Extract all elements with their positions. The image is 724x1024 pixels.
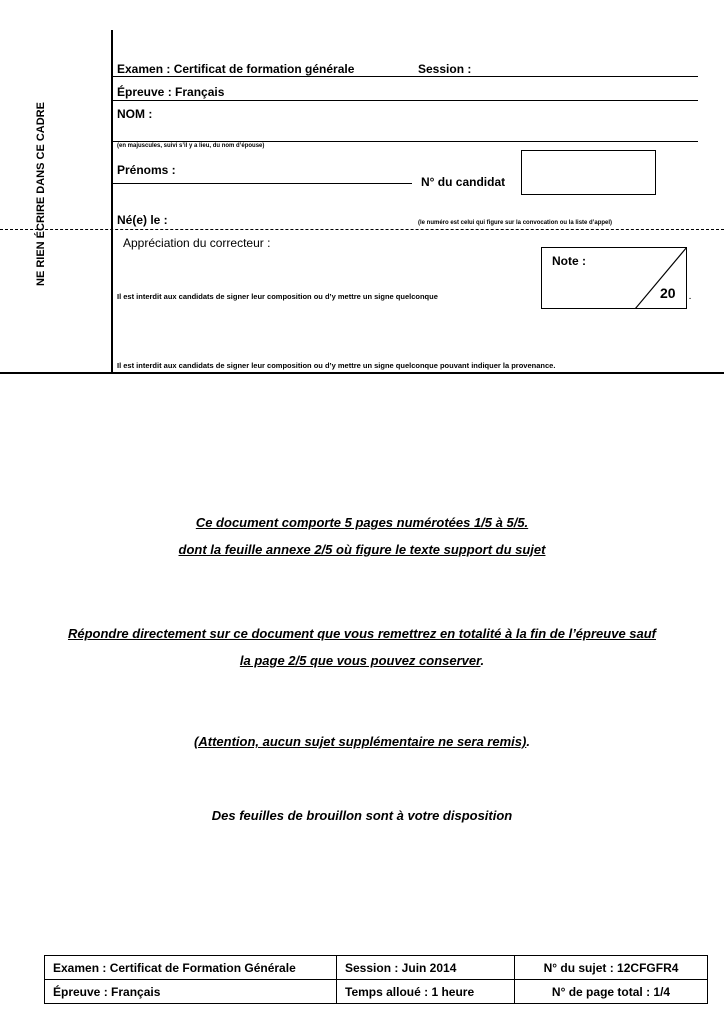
warning-text-1-tail: . bbox=[689, 292, 692, 301]
warning-text-1: Il est interdit aux candidats de signer leur composition ou d’y mettre un signe quelconque bbox=[117, 292, 438, 301]
session-label: Session : bbox=[418, 62, 472, 76]
candidate-number-label: N° du candidat bbox=[421, 175, 506, 189]
footer-subject-number: N° du sujet : 12CFGFR4 bbox=[515, 956, 708, 980]
header-line-prenoms bbox=[112, 183, 412, 184]
warning-text-2: Il est interdit aux candidats de signer leur composition ou d’y mettre un signe quelconque pouvant indiquer la provenance. bbox=[117, 361, 556, 370]
candidate-number-note: (le numéro est celui qui figure sur la convocation ou la liste d’appel) bbox=[418, 220, 613, 226]
footer-row bbox=[45, 980, 708, 1004]
footer-exam: Examen : Certificat de Formation Générale bbox=[45, 956, 337, 980]
nom-note: (en majuscules, suivi s’il y a lieu, du nom d’épouse) bbox=[117, 143, 265, 149]
grade-box[interactable] bbox=[541, 247, 687, 309]
cut-line bbox=[0, 229, 724, 230]
instruction-pages: Ce document comporte 5 pages numérotées 1/5 à 5/5. bbox=[195, 515, 529, 530]
instruction-warning-text: (Attention, aucun sujet supplémentaire ne sera remis) bbox=[194, 734, 527, 749]
footer-info-table bbox=[44, 955, 708, 1004]
grade-label: Note : bbox=[552, 254, 586, 268]
footer-epreuve: Épreuve : Français bbox=[45, 980, 337, 1004]
footer-session: Session : Juin 2014 bbox=[337, 956, 515, 980]
do-not-write-label: NE RIEN ÉCRIRE DANS CE CADRE bbox=[35, 102, 47, 286]
instruction-keep-page-text: la page 2/5 que vous pouvez conserver bbox=[239, 653, 481, 668]
instruction-annex: dont la feuille annexe 2/5 où figure le texte support du sujet bbox=[178, 542, 546, 557]
grade-max: 20 bbox=[660, 285, 676, 301]
instruction-answer: Répondre directement sur ce document que vous remettrez en totalité à la fin de l’épreuve sauf bbox=[67, 626, 657, 641]
exam-label: Examen : Certificat de formation générale bbox=[117, 62, 355, 76]
appreciation-label: Appréciation du correcteur : bbox=[123, 236, 271, 250]
instruction-warning-tail: . bbox=[526, 734, 530, 749]
instruction-draft: Des feuilles de brouillon sont à votre disposition bbox=[211, 808, 513, 823]
frame-left-border bbox=[111, 30, 113, 372]
frame-bottom-border bbox=[0, 372, 724, 374]
footer-page-total: N° de page total : 1/4 bbox=[515, 980, 708, 1004]
header-line-epreuve bbox=[112, 100, 698, 101]
instruction-warning bbox=[0, 735, 724, 748]
birth-date-label: Né(e) le : bbox=[117, 213, 168, 227]
prenoms-label: Prénoms : bbox=[117, 163, 176, 177]
instruction-keep-page bbox=[0, 654, 724, 667]
footer-row bbox=[45, 956, 708, 980]
instruction-keep-page-tail: . bbox=[480, 653, 485, 668]
header-line-examen bbox=[112, 76, 698, 77]
header-line-nom bbox=[112, 141, 698, 142]
candidate-number-box[interactable] bbox=[521, 150, 656, 195]
footer-time: Temps alloué : 1 heure bbox=[337, 980, 515, 1004]
epreuve-label: Épreuve : Français bbox=[117, 85, 225, 99]
nom-label: NOM : bbox=[117, 107, 153, 121]
